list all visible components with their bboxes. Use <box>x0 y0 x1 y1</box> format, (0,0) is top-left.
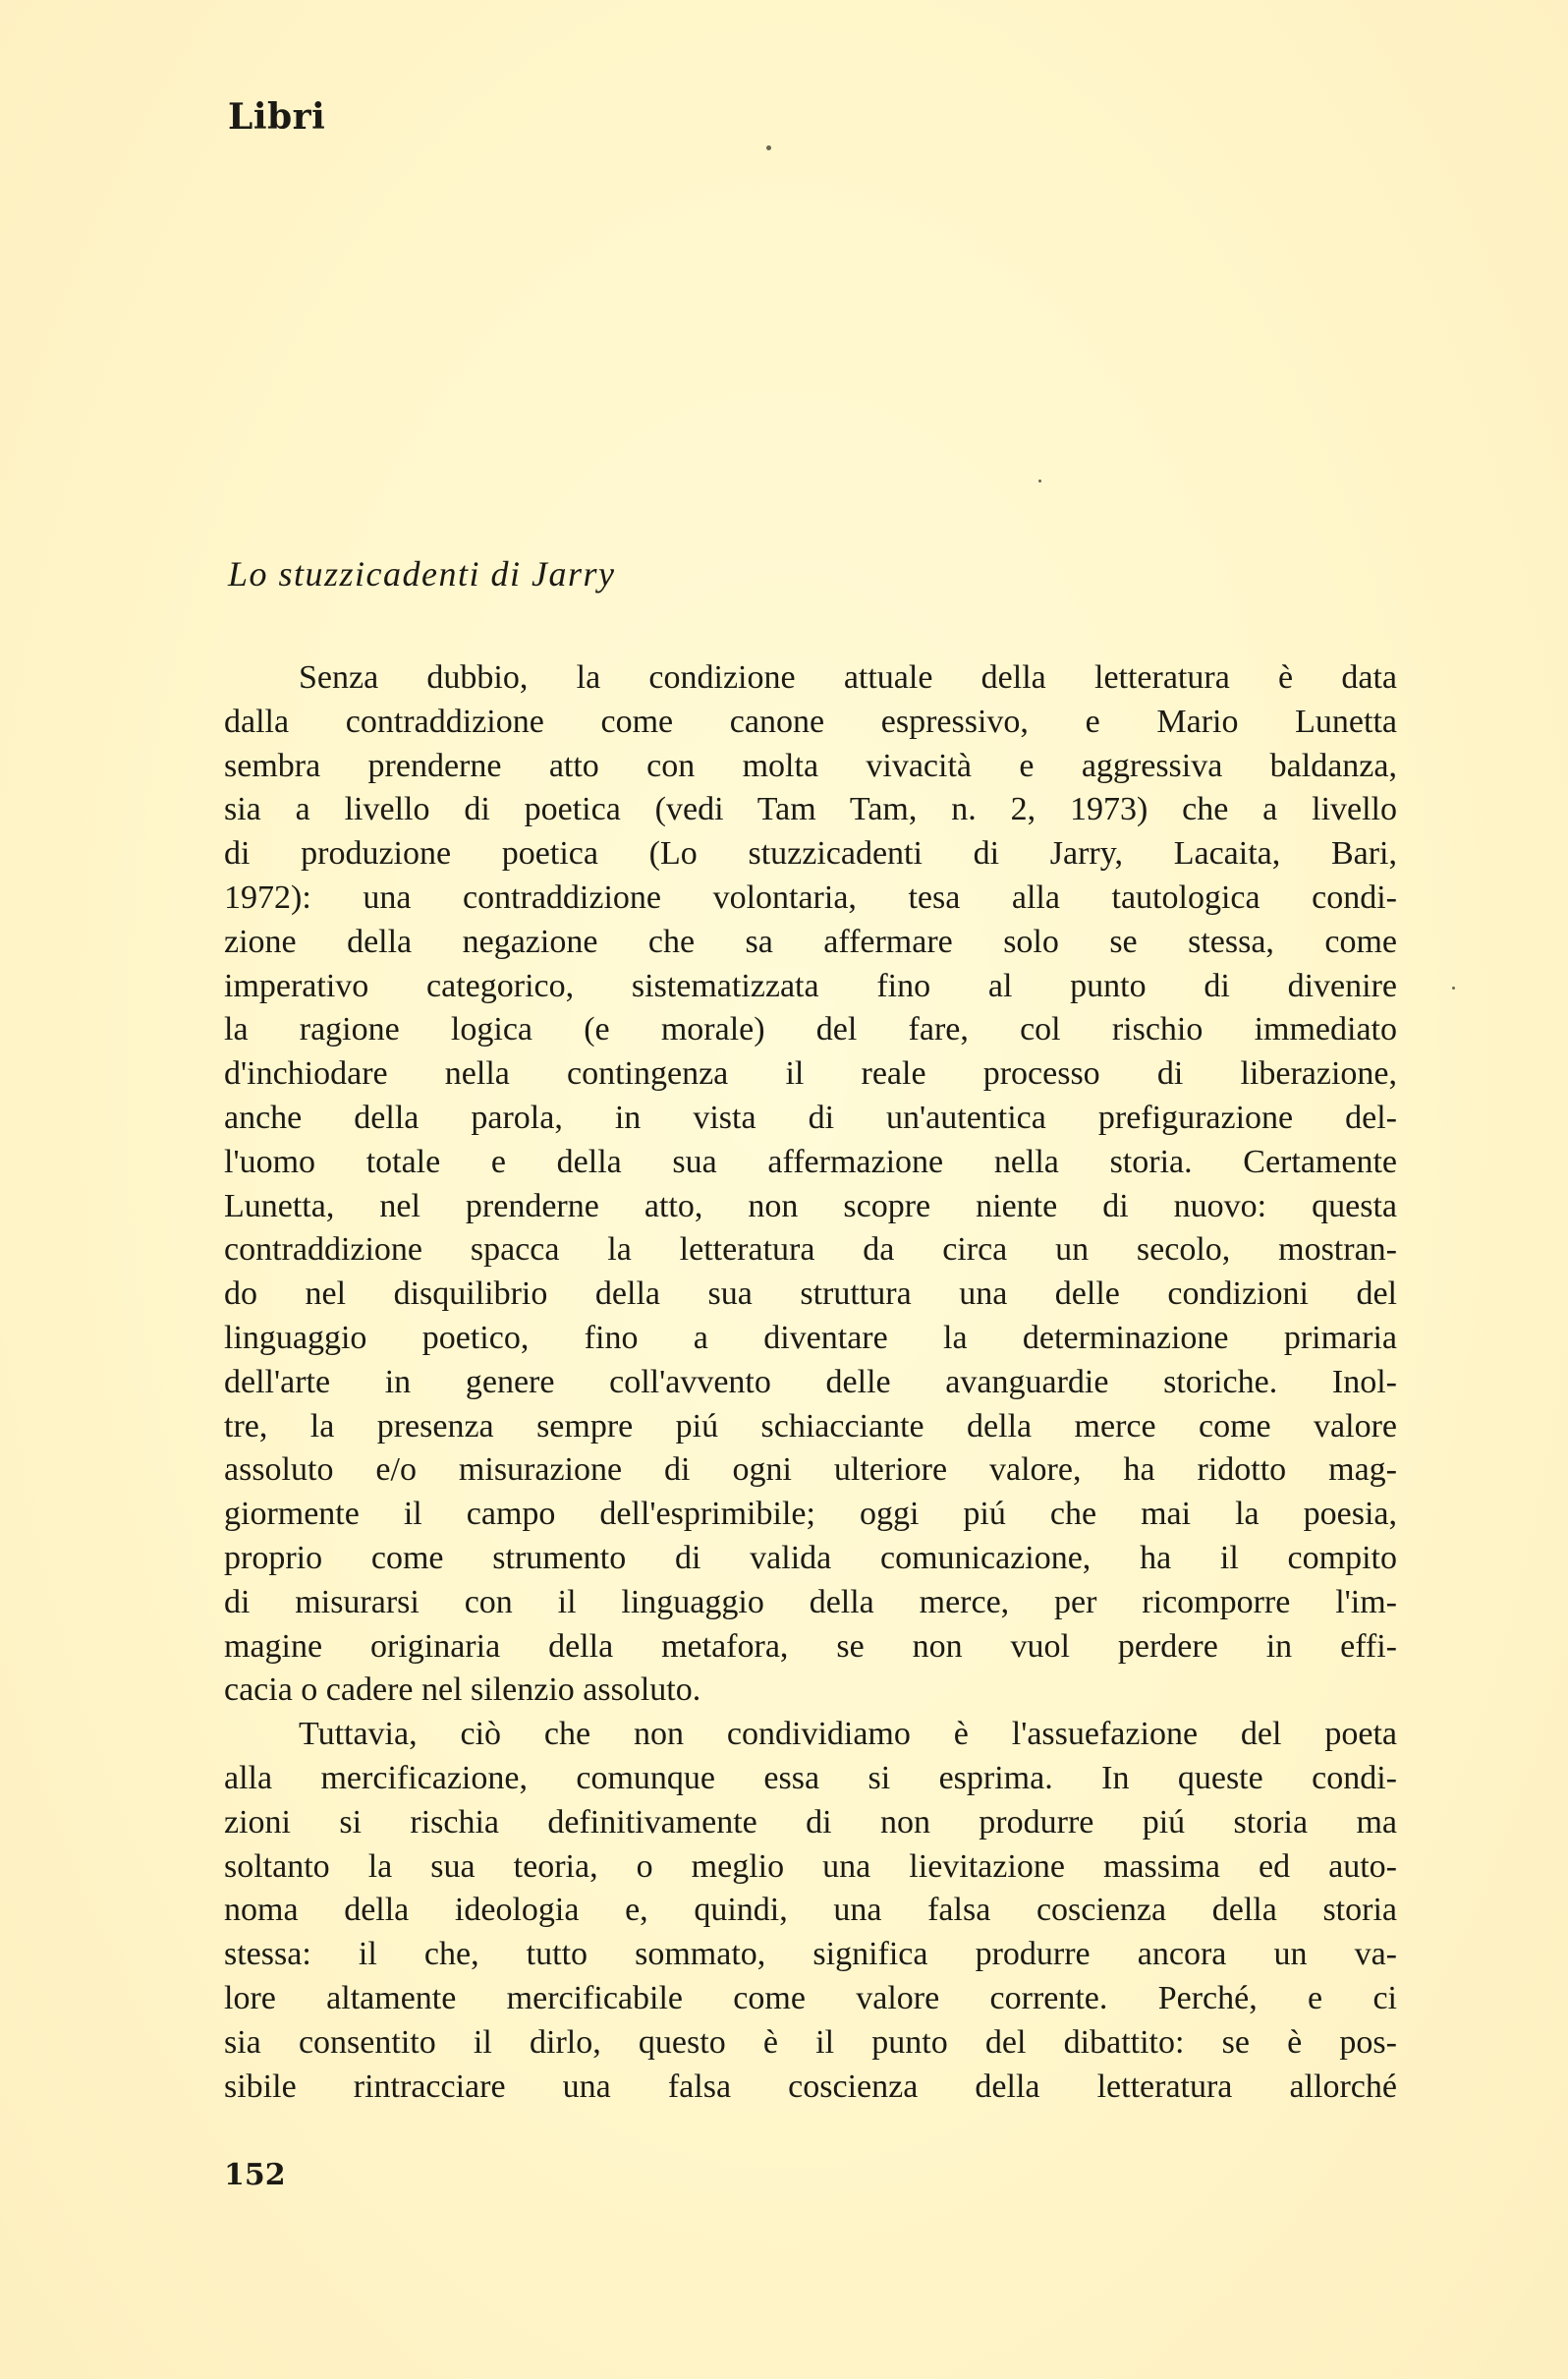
paragraph <box>224 1713 1397 2109</box>
text-line: dell'arte in genere coll'avvento delle avanguardie storiche. Inol- <box>224 1363 1397 1400</box>
text-line: d'inchiodare nella contingenza il reale processo di liberazione, <box>224 1055 1397 1093</box>
text-line: Tuttavia, ciò che non condividiamo è l'assuefazione del poeta <box>299 1716 1397 1753</box>
text-line: assoluto e/o misurazione di ogni ulteriore valore, ha ridotto mag- <box>224 1451 1397 1489</box>
text-line: cacia o cadere nel silenzio assoluto. <box>224 1671 701 1709</box>
text-line: sia a livello di poetica (vedi Tam Tam, n. 2, 1973) che a livello <box>224 791 1397 828</box>
text-line: Senza dubbio, la condizione attuale della letteratura è data <box>299 659 1397 696</box>
text-line: stessa: il che, tutto sommato, significa produrre ancora un va- <box>224 1936 1397 1973</box>
paper-speck <box>1038 480 1041 482</box>
text-line: sembra prenderne atto con molta vivacità e aggressiva baldanza, <box>224 747 1397 784</box>
text-line: magine originaria della metafora, se non vuol perdere in effi- <box>224 1627 1397 1665</box>
text-line: zioni si rischia definitivamente di non produrre piú storia ma <box>224 1803 1397 1841</box>
text-line: imperativo categorico, sistematizzata fino al punto di divenire <box>224 967 1397 1004</box>
text-line: sia consentito il dirlo, questo è il punto del dibattito: se è pos- <box>224 2023 1397 2061</box>
text-line: dalla contraddizione come canone espressivo, e Mario Lunetta <box>224 703 1397 740</box>
text-line: do nel disquilibrio della sua struttura una delle condizioni del <box>224 1275 1397 1313</box>
text-line: noma della ideologia e, quindi, una falsa coscienza della storia <box>224 1892 1397 1929</box>
text-line: Lunetta, nel prenderne atto, non scopre niente di nuovo: questa <box>224 1187 1397 1224</box>
text-line: 1972): una contraddizione volontaria, tesa alla tautologica condi- <box>224 878 1397 916</box>
paragraph <box>224 656 1397 1713</box>
text-line: alla mercificazione, comunque essa si esprima. In queste condi- <box>224 1759 1397 1796</box>
text-line: lore altamente mercificabile come valore corrente. Perché, e ci <box>224 1979 1397 2016</box>
page-number: 152 <box>224 2158 286 2192</box>
text-line: linguaggio poetico, fino a diventare la determinazione primaria <box>224 1319 1397 1356</box>
text-line: contraddizione spacca la letteratura da circa un secolo, mostran- <box>224 1231 1397 1269</box>
paper-speck <box>766 145 771 150</box>
article-title: Lo stuzzicadenti di Jarry <box>228 554 616 594</box>
text-line: di misurarsi con il linguaggio della merce, per ricomporre l'im- <box>224 1583 1397 1620</box>
article-body <box>224 656 1397 2109</box>
text-line: proprio come strumento di valida comunicazione, ha il compito <box>224 1539 1397 1576</box>
text-line: di produzione poetica (Lo stuzzicadenti di Jarry, Lacaita, Bari, <box>224 835 1397 873</box>
text-line: soltanto la sua teoria, o meglio una lievitazione massima ed auto- <box>224 1847 1397 1885</box>
text-line: giormente il campo dell'esprimibile; oggi piú che mai la poesia, <box>224 1496 1397 1533</box>
text-line: l'uomo totale e della sua affermazione nella storia. Certamente <box>224 1143 1397 1180</box>
text-line: sibile rintracciare una falsa coscienza della letteratura allorché <box>224 2067 1397 2105</box>
text-line: tre, la presenza sempre piú schiacciante della merce come valore <box>224 1407 1397 1444</box>
text-line: anche della parola, in vista di un'autentica prefigurazione del- <box>224 1099 1397 1136</box>
section-label: Libri <box>228 96 326 138</box>
text-line: zione della negazione che sa affermare solo se stessa, come <box>224 923 1397 960</box>
text-line: la ragione logica (e morale) del fare, col rischio immediato <box>224 1011 1397 1048</box>
paper-speck <box>1452 987 1455 990</box>
